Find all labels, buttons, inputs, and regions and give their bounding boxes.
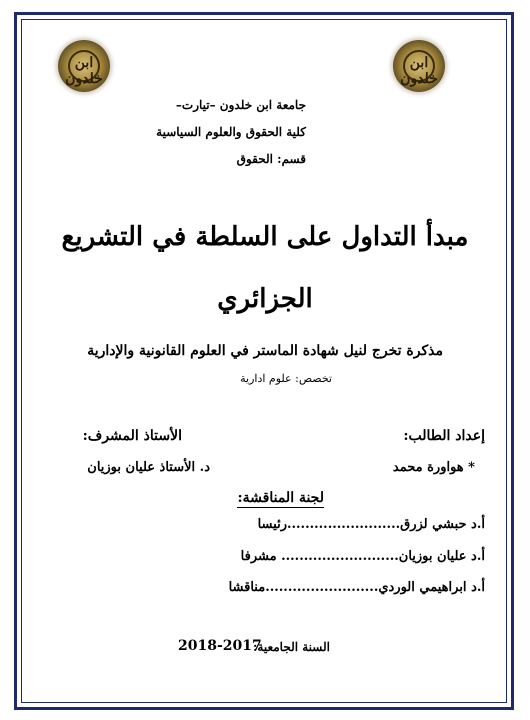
department-name: قسم: الحقوق <box>236 152 306 166</box>
university-logo-left <box>58 40 110 92</box>
logo-text: ابن خلدون <box>65 55 103 87</box>
committee-member: أ.د ابراهيمي الوردي.........................مناقشا <box>228 580 485 595</box>
page-border-inner <box>21 19 507 703</box>
supervisor-label: الأستاذ المشرف: <box>82 428 182 444</box>
student-name: * هواورة محمد <box>392 460 475 475</box>
logo-text: ابن خلدون <box>400 55 438 87</box>
supervisor-name: د. الأستاذ عليان بوزيان <box>87 460 210 475</box>
memo-description: مذكرة تخرج لنيل شهادة الماستر في العلوم القانونية والإدارية <box>87 343 443 359</box>
university-logo-right <box>393 40 445 92</box>
faculty-name: كلية الحقوق والعلوم السياسية <box>156 125 306 139</box>
prepared-by-label: إعداد الطالب: <box>403 428 485 444</box>
thesis-title-line1: مبدأ التداول على السلطة في التشريع <box>61 222 469 252</box>
specialization: تخصص: علوم ادارية <box>240 372 332 385</box>
academic-year-label: السنة الجامعية: <box>252 640 330 654</box>
university-name: جامعة ابن خلدون –تيارت– <box>175 98 306 112</box>
thesis-title-line2: الجزائري <box>217 284 313 314</box>
academic-year: 2018-2017 <box>178 638 262 654</box>
committee-member: أ.د حبشي لزرق.........................رئيسا <box>257 517 485 532</box>
committee-label: لجنة المناقشة: <box>237 490 324 506</box>
committee-member: أ.د عليان بوزيان.......................... مشرفا <box>240 549 485 564</box>
